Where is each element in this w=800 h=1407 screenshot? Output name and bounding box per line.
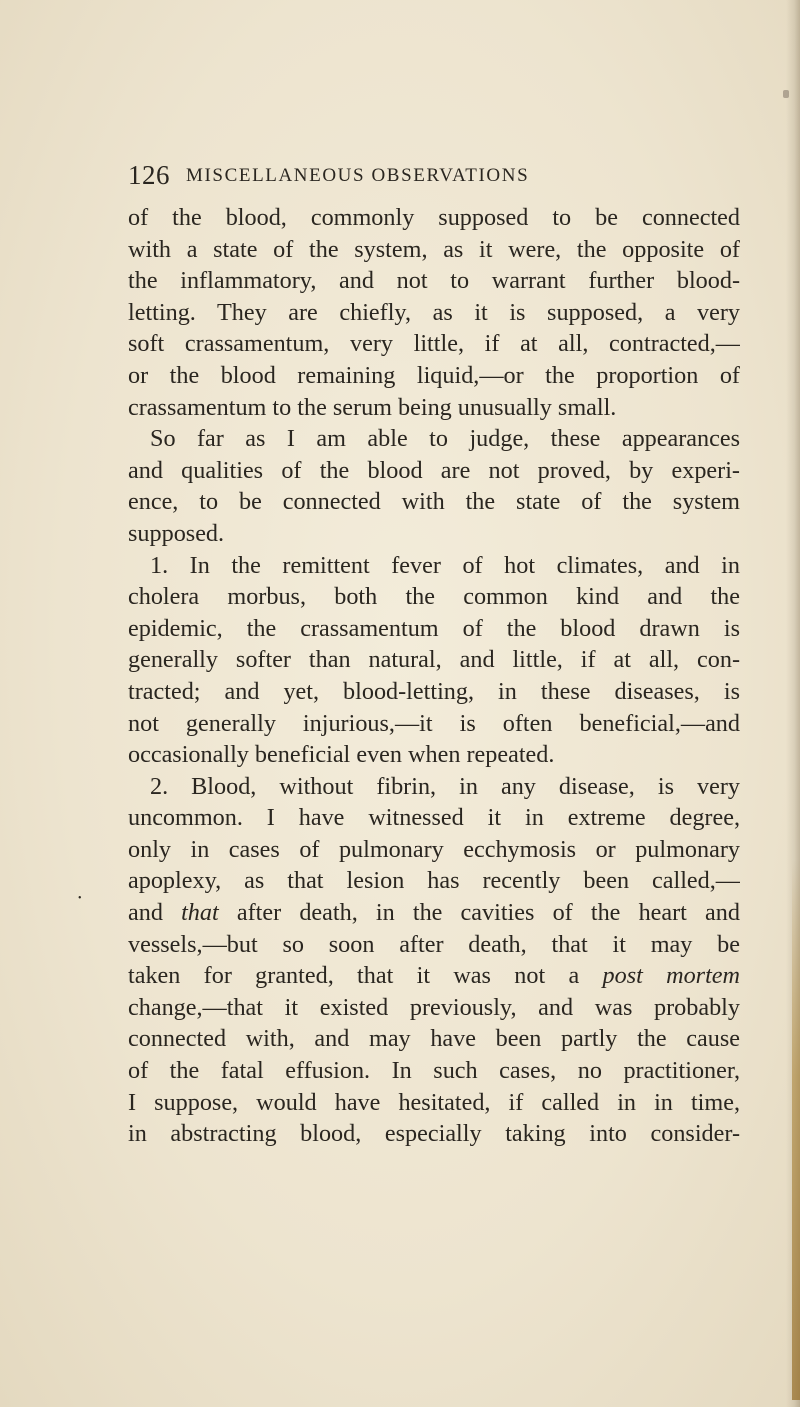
- page-number: 126: [128, 160, 170, 190]
- text-line: vessels,—but so soon after death, that it may be: [128, 930, 740, 958]
- text-line: and qualities of the blood are not proved, by experi-: [128, 456, 740, 484]
- text-line: epidemic, the crassamentum of the blood drawn is: [128, 614, 740, 642]
- text-line: soft crassamentum, very little, if at all, contracted,—: [128, 330, 740, 358]
- text-line: or the blood remaining liquid,—or the proportion of: [128, 361, 740, 389]
- body-text: [128, 202, 740, 1150]
- text-line: occasionally beneficial even when repeated.: [128, 741, 555, 769]
- italic-phrase: post mortem: [602, 962, 740, 990]
- text-line: connected with, and may have been partly the cause: [128, 1025, 740, 1053]
- text-fragment: and: [128, 899, 182, 927]
- text-fragment: after death, in the cavities of the heart and: [218, 899, 740, 927]
- text-line-with-italic: [128, 897, 740, 929]
- text-line-with-italic: [128, 960, 740, 992]
- text-line: supposed.: [128, 519, 225, 547]
- text-line: letting. They are chiefly, as it is supposed, a very: [128, 298, 740, 326]
- text-line: in abstracting blood, especially taking into consider-: [128, 1120, 740, 1148]
- text-fragment: taken for granted, that it was not a: [128, 962, 603, 990]
- text-line: tracted; and yet, blood-letting, in these diseases, is: [128, 677, 740, 705]
- text-line: of the fatal effusion. In such cases, no practitioner,: [128, 1057, 740, 1085]
- margin-mark: •: [78, 893, 82, 904]
- italic-word: that: [181, 899, 219, 927]
- text-line: only in cases of pulmonary ecchymosis or pulmonary: [128, 835, 740, 863]
- text-line: 2. Blood, without fibrin, in any disease, is very: [150, 772, 740, 800]
- text-line: uncommon. I have witnessed it in extreme degree,: [128, 804, 740, 832]
- text-line: apoplexy, as that lesion has recently been called,—: [128, 867, 740, 895]
- page-edge-stain: [792, 860, 800, 1400]
- text-line: I suppose, would have hesitated, if called in in time,: [128, 1088, 740, 1116]
- text-line: change,—that it existed previously, and was probably: [128, 993, 740, 1021]
- text-line: 1. In the remittent fever of hot climates, and in: [150, 551, 740, 579]
- text-line: with a state of the system, as it were, the opposite of: [128, 235, 740, 263]
- text-line: So far as I am able to judge, these appearances: [150, 425, 740, 453]
- text-line: cholera morbus, both the common kind and the: [128, 583, 740, 611]
- text-line: crassamentum to the serum being unusually small.: [128, 393, 617, 421]
- page-speck: [783, 90, 789, 98]
- page-header: [128, 160, 768, 196]
- text-line: the inflammatory, and not to warrant further blood-: [128, 267, 740, 295]
- text-line: generally softer than natural, and little, if at all, con-: [128, 646, 740, 674]
- text-line: ence, to be connected with the state of the system: [128, 488, 740, 516]
- running-head: MISCELLANEOUS OBSERVATIONS: [186, 165, 530, 186]
- text-line: not generally injurious,—it is often beneficial,—and: [128, 709, 740, 737]
- text-line: of the blood, commonly supposed to be connected: [128, 204, 740, 231]
